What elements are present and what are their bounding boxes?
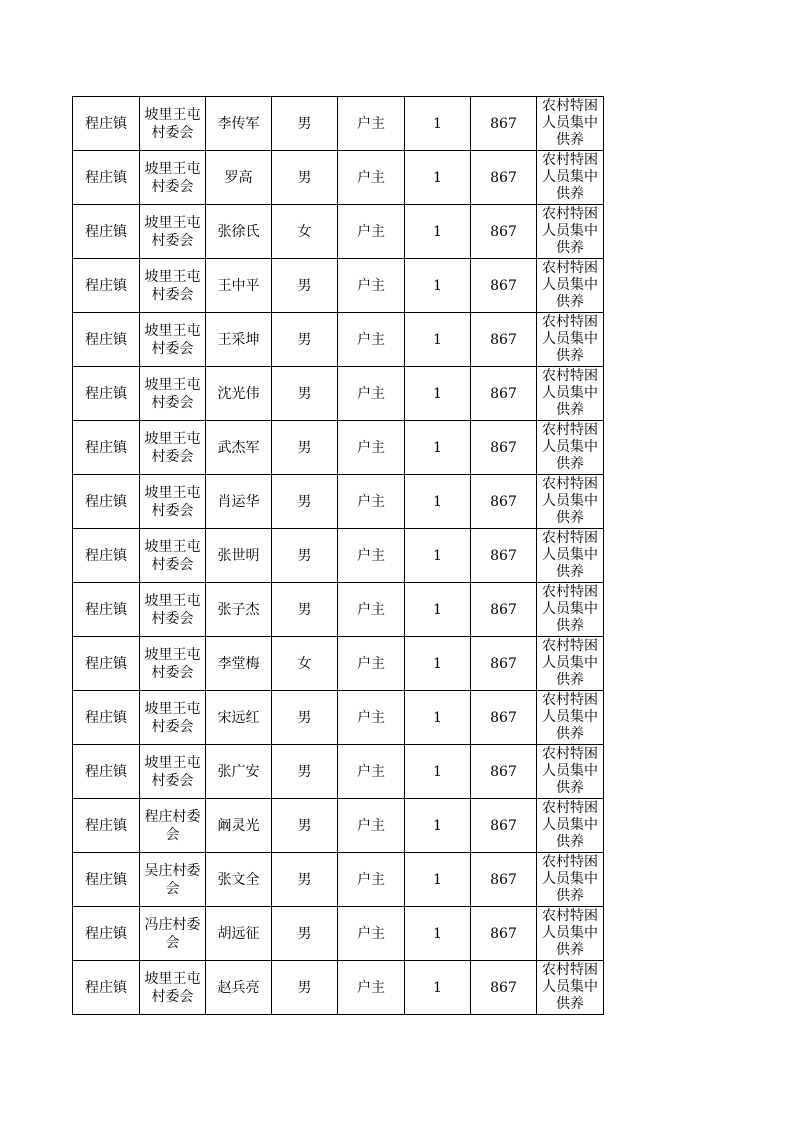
amount-cell: 867 <box>471 151 537 205</box>
amount-cell: 867 <box>471 583 537 637</box>
support-type-cell: 农村特困人员集中供养 <box>537 313 604 367</box>
gender-cell: 男 <box>272 907 338 961</box>
relation-cell: 户主 <box>338 961 405 1015</box>
count-cell: 1 <box>405 961 471 1015</box>
table-row <box>73 799 604 853</box>
town-cell: 程庄镇 <box>73 799 140 853</box>
support-type-cell: 农村特困人员集中供养 <box>537 97 604 151</box>
support-type-cell: 农村特困人员集中供养 <box>537 907 604 961</box>
table-row <box>73 421 604 475</box>
table-row <box>73 961 604 1015</box>
relation-cell: 户主 <box>338 259 405 313</box>
village-cell: 坡里王屯村委会 <box>140 367 206 421</box>
name-cell: 武杰军 <box>206 421 272 475</box>
support-type-cell: 农村特困人员集中供养 <box>537 961 604 1015</box>
count-cell: 1 <box>405 259 471 313</box>
town-cell: 程庄镇 <box>73 205 140 259</box>
relation-cell: 户主 <box>338 799 405 853</box>
gender-cell: 男 <box>272 961 338 1015</box>
relation-cell: 户主 <box>338 367 405 421</box>
name-cell: 张世明 <box>206 529 272 583</box>
town-cell: 程庄镇 <box>73 259 140 313</box>
table-row <box>73 259 604 313</box>
name-cell: 阚灵光 <box>206 799 272 853</box>
name-cell: 张子杰 <box>206 583 272 637</box>
amount-cell: 867 <box>471 961 537 1015</box>
support-type-cell: 农村特困人员集中供养 <box>537 205 604 259</box>
amount-cell: 867 <box>471 637 537 691</box>
table-row <box>73 853 604 907</box>
gender-cell: 男 <box>272 151 338 205</box>
table-row <box>73 907 604 961</box>
amount-cell: 867 <box>471 691 537 745</box>
count-cell: 1 <box>405 745 471 799</box>
name-cell: 张徐氏 <box>206 205 272 259</box>
gender-cell: 男 <box>272 691 338 745</box>
roster-table <box>72 96 604 1015</box>
name-cell: 罗高 <box>206 151 272 205</box>
town-cell: 程庄镇 <box>73 97 140 151</box>
amount-cell: 867 <box>471 367 537 421</box>
amount-cell: 867 <box>471 745 537 799</box>
relation-cell: 户主 <box>338 583 405 637</box>
support-type-cell: 农村特困人员集中供养 <box>537 637 604 691</box>
table-row <box>73 529 604 583</box>
support-type-cell: 农村特困人员集中供养 <box>537 583 604 637</box>
village-cell: 程庄村委会 <box>140 799 206 853</box>
amount-cell: 867 <box>471 853 537 907</box>
relation-cell: 户主 <box>338 313 405 367</box>
town-cell: 程庄镇 <box>73 907 140 961</box>
gender-cell: 男 <box>272 97 338 151</box>
amount-cell: 867 <box>471 907 537 961</box>
gender-cell: 女 <box>272 637 338 691</box>
name-cell: 李堂梅 <box>206 637 272 691</box>
table-row <box>73 313 604 367</box>
name-cell: 沈光伟 <box>206 367 272 421</box>
relation-cell: 户主 <box>338 907 405 961</box>
town-cell: 程庄镇 <box>73 151 140 205</box>
village-cell: 坡里王屯村委会 <box>140 745 206 799</box>
relation-cell: 户主 <box>338 151 405 205</box>
table-row <box>73 475 604 529</box>
gender-cell: 女 <box>272 205 338 259</box>
name-cell: 张广安 <box>206 745 272 799</box>
gender-cell: 男 <box>272 799 338 853</box>
count-cell: 1 <box>405 205 471 259</box>
village-cell: 坡里王屯村委会 <box>140 97 206 151</box>
support-type-cell: 农村特困人员集中供养 <box>537 475 604 529</box>
amount-cell: 867 <box>471 421 537 475</box>
table-row <box>73 637 604 691</box>
count-cell: 1 <box>405 583 471 637</box>
support-type-cell: 农村特困人员集中供养 <box>537 421 604 475</box>
support-type-cell: 农村特困人员集中供养 <box>537 745 604 799</box>
gender-cell: 男 <box>272 367 338 421</box>
town-cell: 程庄镇 <box>73 745 140 799</box>
count-cell: 1 <box>405 907 471 961</box>
count-cell: 1 <box>405 475 471 529</box>
table-row <box>73 205 604 259</box>
count-cell: 1 <box>405 799 471 853</box>
gender-cell: 男 <box>272 529 338 583</box>
amount-cell: 867 <box>471 313 537 367</box>
gender-cell: 男 <box>272 745 338 799</box>
name-cell: 王中平 <box>206 259 272 313</box>
village-cell: 坡里王屯村委会 <box>140 583 206 637</box>
amount-cell: 867 <box>471 259 537 313</box>
table-row <box>73 367 604 421</box>
count-cell: 1 <box>405 421 471 475</box>
village-cell: 坡里王屯村委会 <box>140 691 206 745</box>
table-row <box>73 151 604 205</box>
count-cell: 1 <box>405 151 471 205</box>
support-type-cell: 农村特困人员集中供养 <box>537 151 604 205</box>
name-cell: 王采坤 <box>206 313 272 367</box>
town-cell: 程庄镇 <box>73 367 140 421</box>
count-cell: 1 <box>405 637 471 691</box>
village-cell: 坡里王屯村委会 <box>140 529 206 583</box>
town-cell: 程庄镇 <box>73 583 140 637</box>
amount-cell: 867 <box>471 475 537 529</box>
town-cell: 程庄镇 <box>73 421 140 475</box>
gender-cell: 男 <box>272 853 338 907</box>
amount-cell: 867 <box>471 97 537 151</box>
relation-cell: 户主 <box>338 97 405 151</box>
relation-cell: 户主 <box>338 205 405 259</box>
village-cell: 坡里王屯村委会 <box>140 961 206 1015</box>
count-cell: 1 <box>405 97 471 151</box>
town-cell: 程庄镇 <box>73 961 140 1015</box>
table-row <box>73 583 604 637</box>
town-cell: 程庄镇 <box>73 475 140 529</box>
support-type-cell: 农村特困人员集中供养 <box>537 853 604 907</box>
support-type-cell: 农村特困人员集中供养 <box>537 259 604 313</box>
table-row <box>73 97 604 151</box>
village-cell: 坡里王屯村委会 <box>140 421 206 475</box>
relation-cell: 户主 <box>338 637 405 691</box>
village-cell: 冯庄村委会 <box>140 907 206 961</box>
count-cell: 1 <box>405 691 471 745</box>
village-cell: 坡里王屯村委会 <box>140 313 206 367</box>
village-cell: 坡里王屯村委会 <box>140 151 206 205</box>
village-cell: 坡里王屯村委会 <box>140 259 206 313</box>
gender-cell: 男 <box>272 421 338 475</box>
count-cell: 1 <box>405 313 471 367</box>
relation-cell: 户主 <box>338 853 405 907</box>
amount-cell: 867 <box>471 529 537 583</box>
relation-cell: 户主 <box>338 475 405 529</box>
support-type-cell: 农村特困人员集中供养 <box>537 799 604 853</box>
relation-cell: 户主 <box>338 691 405 745</box>
gender-cell: 男 <box>272 583 338 637</box>
town-cell: 程庄镇 <box>73 529 140 583</box>
town-cell: 程庄镇 <box>73 313 140 367</box>
gender-cell: 男 <box>272 475 338 529</box>
amount-cell: 867 <box>471 205 537 259</box>
support-type-cell: 农村特困人员集中供养 <box>537 691 604 745</box>
town-cell: 程庄镇 <box>73 637 140 691</box>
table-row <box>73 745 604 799</box>
name-cell: 张文全 <box>206 853 272 907</box>
table-row <box>73 691 604 745</box>
amount-cell: 867 <box>471 799 537 853</box>
village-cell: 坡里王屯村委会 <box>140 637 206 691</box>
relation-cell: 户主 <box>338 529 405 583</box>
relation-cell: 户主 <box>338 745 405 799</box>
name-cell: 胡远征 <box>206 907 272 961</box>
count-cell: 1 <box>405 529 471 583</box>
town-cell: 程庄镇 <box>73 853 140 907</box>
name-cell: 宋远红 <box>206 691 272 745</box>
name-cell: 李传军 <box>206 97 272 151</box>
support-type-cell: 农村特困人员集中供养 <box>537 367 604 421</box>
roster-body <box>73 97 604 1015</box>
relation-cell: 户主 <box>338 421 405 475</box>
support-type-cell: 农村特困人员集中供养 <box>537 529 604 583</box>
gender-cell: 男 <box>272 313 338 367</box>
name-cell: 赵兵亮 <box>206 961 272 1015</box>
gender-cell: 男 <box>272 259 338 313</box>
count-cell: 1 <box>405 367 471 421</box>
town-cell: 程庄镇 <box>73 691 140 745</box>
village-cell: 吴庄村委会 <box>140 853 206 907</box>
village-cell: 坡里王屯村委会 <box>140 205 206 259</box>
count-cell: 1 <box>405 853 471 907</box>
name-cell: 肖运华 <box>206 475 272 529</box>
village-cell: 坡里王屯村委会 <box>140 475 206 529</box>
